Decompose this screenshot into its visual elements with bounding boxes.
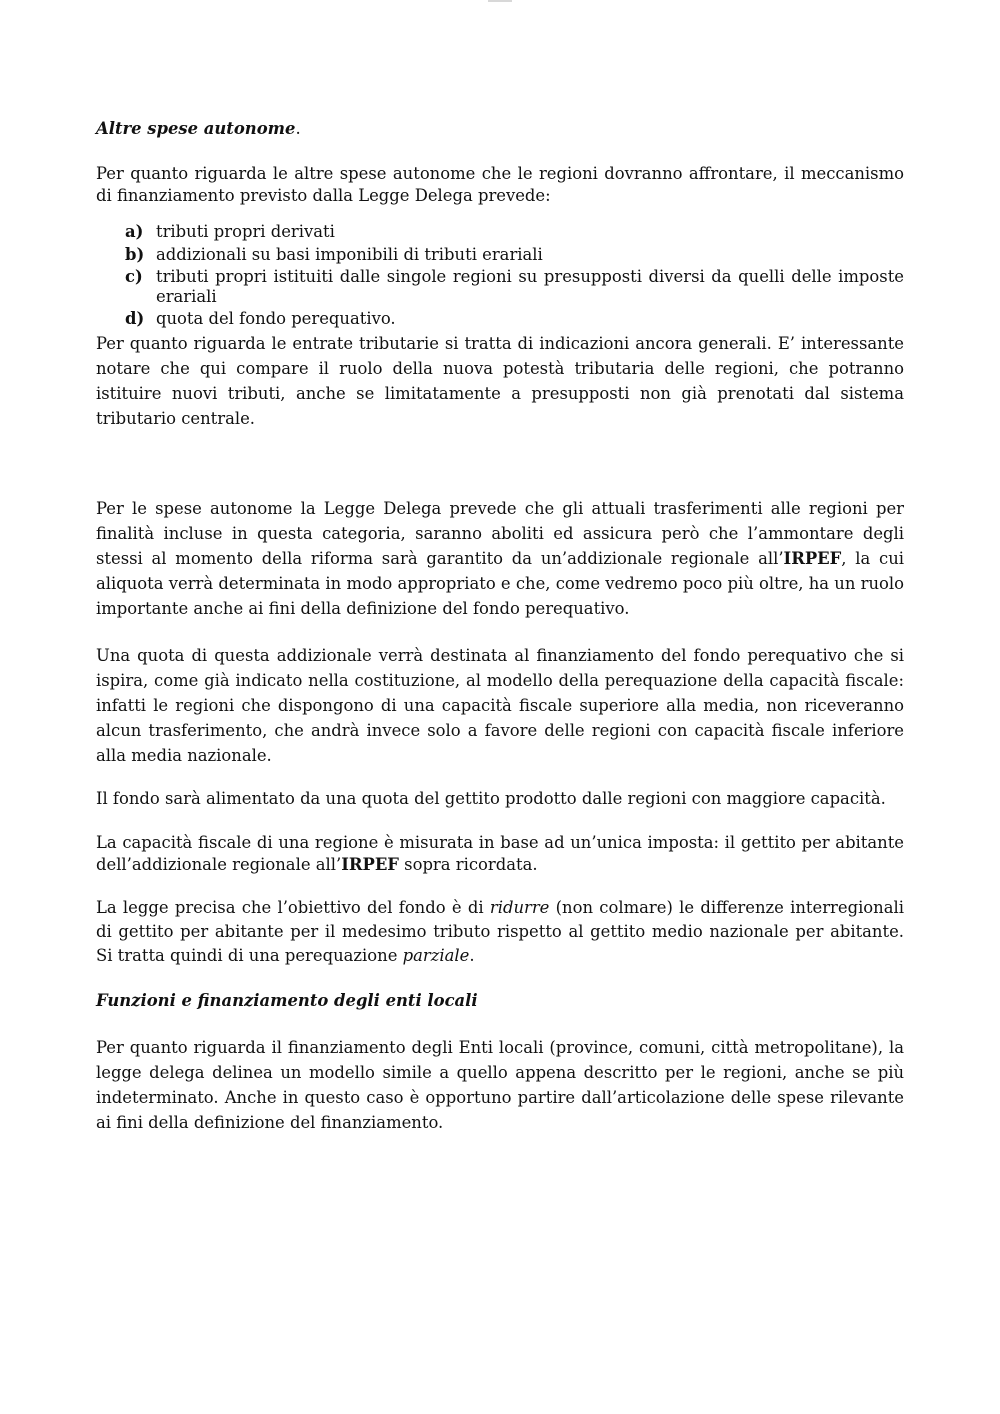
list-item-text: tributi propri istituiti dalle singole regioni su presupposti diversi da quelli delle imposte erariali	[156, 267, 904, 306]
paragraph-text: .	[469, 946, 475, 965]
paragraph-enti-locali: Per quanto riguarda il finanziamento degli Enti locali (province, comuni, città metropolitane), la legge delega delinea un modello simile a quello appena descritto per le regioni, anche se più indeterminato. Anche in questo caso è opportuno partire dall’articolazione delle spese rilevante ai fini della definizione del finanziamento.	[96, 1038, 904, 1132]
paragraph-text: (non colmare) le differenze interregionali di gettito per abitante per il medesimo tributo rispetto al gettito medio nazionale per abitante. Si tratta quindi di una perequazione	[96, 898, 904, 965]
section-heading-enti-locali: Funzioni e finanziamento degli enti locali	[96, 991, 478, 1010]
paragraph-intro: Per quanto riguarda le altre spese autonome che le regioni dovranno affrontare, il meccanismo di finanziamento previsto dalla Legge Delega prevede:	[96, 164, 904, 205]
list-item	[125, 308, 904, 330]
heading-text: Altre spese autonome	[96, 119, 296, 138]
list-item-text: tributi propri derivati	[156, 222, 335, 241]
list-marker: a)	[125, 222, 144, 241]
paragraph-capacita-fiscale	[96, 832, 904, 876]
emphasis-ridurre: ridurre	[489, 898, 550, 917]
heading-suffix: .	[295, 119, 301, 138]
paragraph-text: , la cui aliquota verrà determinata in modo appropriato e che, come vedremo poco più oltre, ha un ruolo importante anche ai fini della definizione del fondo perequativo.	[96, 549, 905, 618]
list-item	[125, 267, 904, 307]
paragraph-spese-autonome	[96, 496, 904, 621]
list-marker: d)	[125, 309, 145, 328]
paragraph-text: Per le spese autonome la Legge Delega prevede che gli attuali trasferimenti alle regioni per finalità incluse in questa categoria, saranno aboliti ed assicura però che l’ammontare degli stessi al momento della riforma sarà garantito da un’addizionale regionale all’	[96, 499, 904, 568]
paragraph-text: La capacità fiscale di una regione è misurata in base ad un’unica imposta: il gettito per abitante dell’addizionale regionale all’	[96, 833, 904, 874]
list-item	[125, 244, 904, 266]
financing-list	[96, 221, 904, 330]
list-marker: c)	[125, 267, 143, 286]
list-marker: b)	[125, 245, 145, 264]
list-item-text: addizionali su basi imponibili di tributi erariali	[156, 245, 543, 264]
list-item-text: quota del fondo perequativo.	[156, 309, 396, 328]
paragraph-fondo-perequativo: Una quota di questa addizionale verrà destinata al finanziamento del fondo perequativo che si ispira, come già indicato nella costituzione, al modello della perequazione della capacità fiscale: infatti le regioni che dispongono di una capacità fiscale superiore alla media, non riceveranno alcun trasferimento, che andrà invece solo a favore delle regioni con capacità fiscale inferiore alla media nazionale.	[96, 646, 904, 765]
paragraph-text: La legge precisa che l’obiettivo del fondo è di	[96, 898, 490, 917]
irpef-term: IRPEF	[783, 549, 842, 568]
top-edge-mark	[488, 0, 512, 2]
list-item	[125, 221, 904, 243]
paragraph-obiettivo-fondo	[96, 896, 904, 968]
paragraph-text: sopra ricordata.	[398, 855, 538, 874]
irpef-term: IRPEF	[341, 855, 399, 874]
paragraph-fondo-alimentato: Il fondo sarà alimentato da una quota del gettito prodotto dalle regioni con maggiore capacità.	[96, 789, 886, 808]
emphasis-parziale: parziale	[402, 946, 470, 965]
document-page	[96, 116, 904, 1135]
section-heading-altre-spese	[96, 116, 904, 141]
paragraph-entrate-tributarie: Per quanto riguarda le entrate tributarie si tratta di indicazioni ancora generali. E’ interessante notare che qui compare il ruolo della nuova potestà tributaria delle regioni, che potranno istituire nuovi tributi, anche se limitatamente a presupposti non già prenotati dal sistema tributario centrale.	[96, 334, 904, 428]
